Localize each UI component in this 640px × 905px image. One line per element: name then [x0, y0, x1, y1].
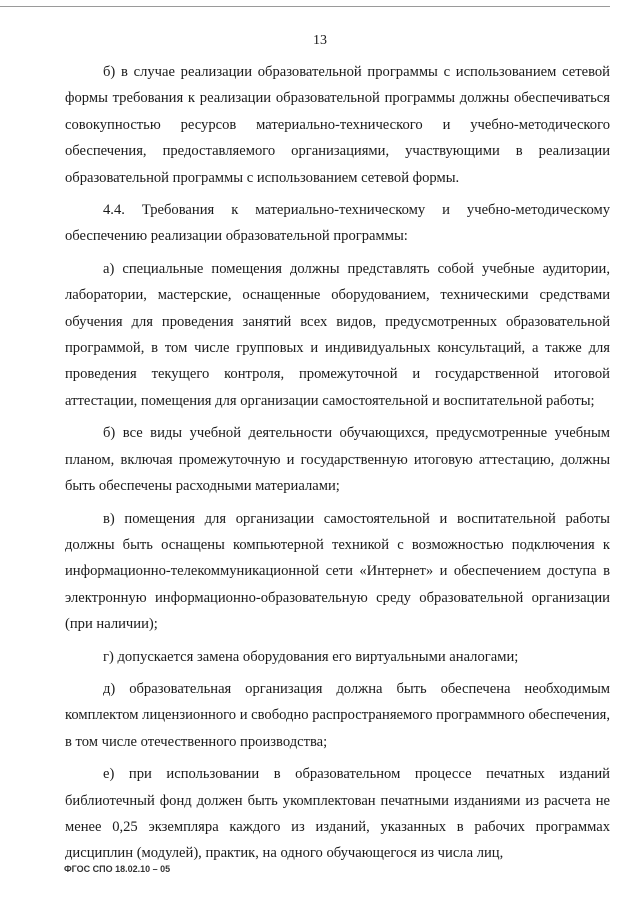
paragraph-item-a: а) специальные помещения должны представлять собой учебные аудитории, лаборатории, мастерские, оснащенные оборудованием, техническими средствами обучения для проведения занятий всех видов, предусмотренных образовательной программой, в том числе групповых и индивидуальных консультаций, а также для проведения текущего контроля, промежуточной и государственной итоговой аттестации, помещения для организации самостоятельной и воспитательной работы;: [65, 260, 610, 409]
paragraph-item-b: б) все виды учебной деятельности обучающихся, предусмотренные учебным планом, включая промежуточную и государственную итоговую аттестацию, должны быть обеспечены расходными материалами;: [65, 425, 610, 495]
paragraph-item-d: д) образовательная организация должна быть обеспечена необходимым комплектом лицензионного и свободно распространяемого программного обеспечения, в том числе отечественного производства;: [65, 680, 611, 750]
paragraph-item-g: г) допускается замена оборудования его виртуальными аналогами;: [103, 648, 519, 665]
paragraph-network-form: б) в случае реализации образовательной программы с использованием сетевой формы требования к реализации образовательной программы должны обеспечиваться совокупностью ресурсов материально-технического и учебно-методического обеспечения, предоставляемого организациями, участвующими в реализации образовательной программы с использованием сетевой формы.: [65, 64, 610, 186]
paragraph-section-4-4: 4.4. Требования к материально-техническому и учебно-методическому обеспечению реализации образовательной программы:: [65, 202, 610, 245]
paragraph-item-v: в) помещения для организации самостоятельной и воспитательной работы должны быть оснащены компьютерной техникой с возможностью подключения к информационно-телекоммуникационной сети «Интернет» и обеспечением доступа в электронную информационно-образовательную среду образовательной организации (при наличии);: [65, 510, 610, 633]
top-rule: [0, 6, 610, 7]
page-number: 13: [313, 33, 327, 48]
document-body: [65, 59, 610, 873]
page-footer: ФГОС СПО 18.02.10 – 05: [64, 864, 171, 874]
paragraph-item-e: е) при использовании в образовательном процессе печатных изданий библиотечный фонд должен быть укомплектован печатными изданиями из расчета не менее 0,25 экземпляра каждого из изданий, указанных в рабочих программах дисциплин (модулей), практик, на одного обучающегося из числа лиц,: [65, 766, 610, 862]
